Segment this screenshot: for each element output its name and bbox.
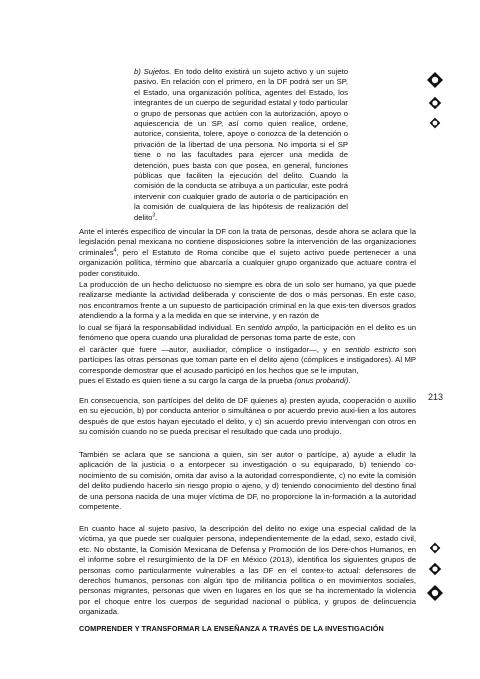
paragraph-sanciona: También se aclara que se sanciona a quien, sin ser autor o partícipe, a) ayude a eludir la aplicación de la justicia o a entorpecer su investigación o su equiparado, b) teniendo co-nocimiento de su comisión, omita dar aviso a la autoridad correspondiente, c) no evite la comisión del delito pudiendo hacerlo sin riesgo propio o ajeno, y d) teniendo conocimiento del destino final de una persona nacida de una mujer víctima de DF, no proporcione la in-formación a la autoridad competente. (79, 450, 416, 512)
footnote-ref-4: 4 (113, 247, 117, 254)
quote-text: En todo delito existirá un sujeto activo y un sujeto pasivo. En relación con el primero, en la DF podrá ser un SP, el Estado, una organización política, agentes del Estado, los integrantes de un cuerpo de seguridad estatal y todo particular o grupo de personas que actúen con la autorización, apoyo o aquiescencia de un SP, así como quien realice, ordene, autorice, consienta, tolere, apoye o conozca de la detención o privación de la libertad de una persona. No importa si el SP tiene o no las facultades para ejercer una medida de detención, pues basta con que posea, en general, funciones públicas que faciliten la ejecución del delito. Cuando la comisión de la conducta se atribuya a un particular, este podrá intervenir con cualquier grado de autoría o de participación en la comisión de cualquiera de las hipótesis de realización del delito (134, 67, 349, 222)
paragraph-organizaciones: Ante el interés específico de vincular la DF con la trata de personas, desde ahora se aclara que la legislación penal mexicana no contiene disposiciones sobre la intervención de las organizaciones criminales$^4$, pero el Estatuto de Roma concibe que el sujeto activo puede pertenecer a una organización política, término que abarcaría a cualquier grupo organizado que actuare contra el poder constituido. (79, 227, 416, 278)
paragraph-participacion: La producción de un hecho delictuoso no siempre es obra de un solo ser humano, ya que puede realizarse mediante la actividad deliberada y consciente de dos o más personas. En este caso, nos encontramos frente a un supuesto de participación criminal en la que exis-ten diversos grados atendiendo a la forma y a la medida en que se intervine, y en razón de (79, 280, 416, 321)
footer-title: COMPRENDER Y TRANSFORMAR LA ENSEÑANZA A TRAVÉS DE LA INVESTIGACIÓN (79, 624, 384, 633)
page-number: 213 (428, 392, 444, 402)
diamond-dot-icon (428, 562, 442, 576)
paragraph-sentido-estricto: el carácter que fuere —autor, auxiliador, cómplice o instigador—, y en sentido estricto son partícipes las otras personas que toman parte en el delito ajeno (cómplices e instigadores). Al MP corresponde demostrar que el acusado participó en los hechos que se le imputan, (79, 345, 416, 375)
footnote-ref-3: 3 (152, 212, 156, 219)
quote-block: b) Sujetos. En todo delito existirá un sujeto activo y un sujeto pasivo. En relación con el primero, en la DF podrá ser un SP, el Estado, una organización política, agentes del Estado, los integrantes de un cuerpo de seguridad estatal y todo particular o grupo de personas que actúen con la autorización, apoyo o aquiescencia de un SP, así como quien realice, ordene, autorice, consienta, tolere, apoye o conozca de la detención o privación de la libertad de una persona. No importa si el SP tiene o no las facultades para ejercer una medida de detención, pues basta con que posea, en general, funciones públicas que faciliten la ejecución del delito. Cuando la comisión de la conducta se atribuya a un particular, este podrá intervenir con cualquier grado de autoría o de participación en la comisión de cualquiera de las hipótesis de realización del delito$^3$. (134, 67, 349, 222)
paragraph-participes: En consecuencia, son partícipes del delito de DF quienes a) presten ayuda, cooperación o auxilio en su ejecución, b) por conducta anterior o simultánea o por acuerdo previo auxi-lien a los autores después de que estos hayan ejecutado el delito, y c) sin acuerdo previo intervengan con otros en su comisión cuando no se pueda precisar el resultado que cada uno produjo. (79, 396, 416, 437)
diamond-dot-icon (429, 117, 441, 129)
quote-label: b) Sujetos. (134, 67, 172, 76)
paragraph-sujeto-pasivo: En cuanto hace al sujeto pasivo, la descripción del delito no exige una especial calidad de la víctima, ya que puede ser cualquier persona, independientemente de la edad, sexo, estado civil, etc. No obstante, la Comisión Mexicana de Defensa y Promoción de los Dere-chos Humanos, en el informe sobre el resurgimiento de la DF en México (2013), identifica los siguientes grupos de personas como particularmente vulnerables a las DF en el contex-to actual: defensores de derechos humanos, personas con algún tipo de militancia política o en movimientos sociales, personas migrantes, personas que viven en lugares en los que se ha incrementado la violencia por el choque entre los cuerpos de seguridad nacional o pública, y grupos de delincuencia organizada. (79, 524, 416, 617)
diamond-dot-icon (428, 96, 442, 110)
paragraph-sentido-amplio: lo cual se fijará la responsabilidad individual. En sentido amplio, la participación en el delito es un fenómeno que opera cuando una pluralidad de personas toma parte de este, con (79, 323, 417, 343)
diamond-dot-icon (429, 542, 441, 554)
diamond-dot-icon (426, 584, 444, 602)
diamond-dot-icon (426, 71, 444, 89)
paragraph-onus-probandi: pues el Estado es quien tiene a su cargo la carga de la prueba (onus probandi). (79, 376, 351, 385)
